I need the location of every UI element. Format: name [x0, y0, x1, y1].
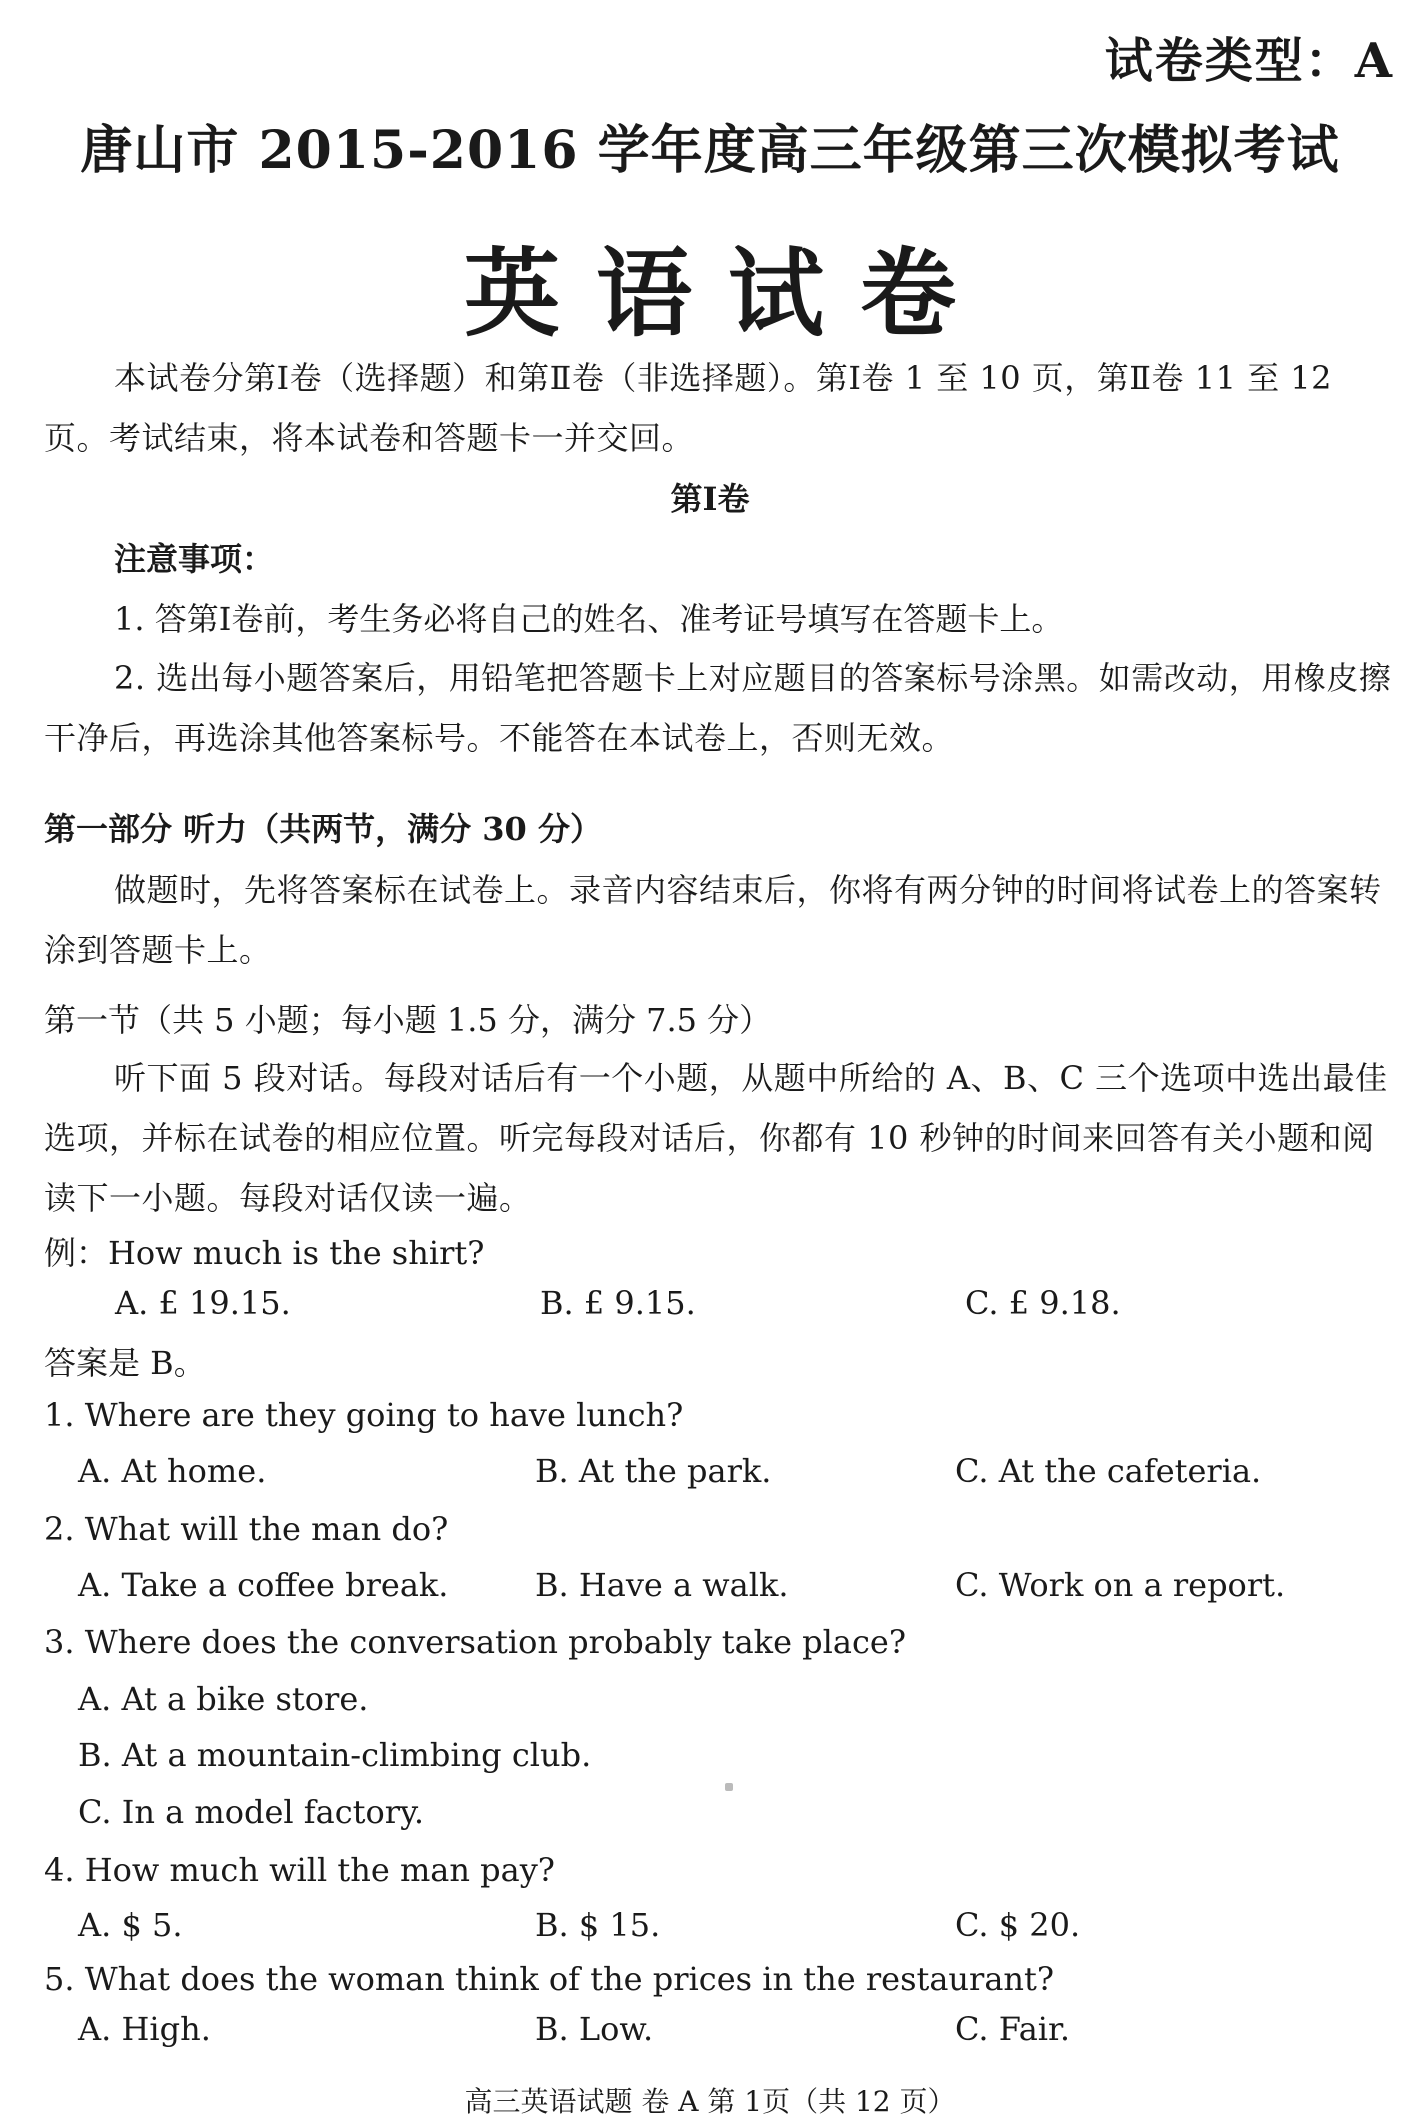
section-one-heading: 第一节（共 5 小题；每小题 1.5 分，满分 7.5 分） — [44, 1001, 772, 1039]
intro-paragraph: 本试卷分第Ⅰ卷（选择题）和第Ⅱ卷（非选择题）。第Ⅰ卷 1 至 10 页，第Ⅱ卷 11 至 12 页。考试结束，将本试卷和答题卡一并交回。 — [44, 359, 1333, 457]
question-2-option-a: A. Take a coffee break. — [78, 1566, 449, 1604]
question-3-option-c: C. In a model factory. — [78, 1793, 425, 1831]
question-2-option-c: C. Work on a report. — [955, 1566, 1286, 1604]
example-option-a: A. £ 19.15. — [115, 1284, 291, 1322]
question-5-option-b: B. Low. — [535, 2010, 654, 2048]
question-1-option-a: A. At home. — [78, 1452, 267, 1490]
example-option-b: B. £ 9.15. — [540, 1284, 696, 1322]
scan-speck — [725, 1783, 733, 1791]
question-5-option-a: A. High. — [78, 2010, 211, 2048]
notes-heading: 注意事项： — [114, 540, 275, 578]
question-4-option-a: A. $ 5. — [78, 1906, 183, 1944]
question-4-option-b: B. $ 15. — [535, 1906, 661, 1944]
note-item-1: 1. 答第Ⅰ卷前，考生务必将自己的姓名、准考证号填写在答题卡上。 — [114, 600, 1064, 638]
page-footer: 高三英语试题 卷 A 第 1页（共 12 页） — [464, 2085, 956, 2118]
question-5: 5. What does the woman think of the prices in the restaurant? — [44, 1960, 1055, 1998]
example-question: 例：How much is the shirt? — [44, 1234, 485, 1272]
question-1-option-c: C. At the cafeteria. — [955, 1452, 1262, 1490]
example-option-c: C. £ 9.18. — [965, 1284, 1121, 1322]
part-one-instruction: 做题时，先将答案标在试卷上。录音内容结束后，你将有两分钟的时间将试卷上的答案转涂到答题卡上。 — [44, 871, 1382, 969]
paper-type-label: 试卷类型：A — [1104, 33, 1394, 89]
question-1-option-b: B. At the park. — [535, 1452, 772, 1490]
subject-title: 英语试卷 — [464, 237, 992, 350]
note-item-2: 2. 选出每小题答案后，用铅笔把答题卡上对应题目的答案标号涂黑。如需改动，用橡皮擦干净后，再选涂其他答案标号。不能答在本试卷上，否则无效。 — [44, 659, 1392, 757]
volume-one-heading: 第Ⅰ卷 — [670, 480, 750, 518]
exam-title: 唐山市 2015-2016 学年度高三年级第三次模拟考试 — [80, 120, 1340, 181]
question-3: 3. Where does the conversation probably take place? — [44, 1623, 906, 1661]
question-3-option-a: A. At a bike store. — [78, 1680, 369, 1718]
question-5-option-c: C. Fair. — [955, 2010, 1070, 2048]
part-one-heading: 第一部分 听力（共两节，满分 30 分） — [44, 810, 602, 848]
example-answer: 答案是 B。 — [44, 1344, 206, 1382]
question-4-option-c: C. $ 20. — [955, 1906, 1081, 1944]
question-2: 2. What will the man do? — [44, 1510, 449, 1548]
section-one-instruction: 听下面 5 段对话。每段对话后有一个小题，从题中所给的 A、B、C 三个选项中选出最佳选项，并标在试卷的相应位置。听完每段对话后，你都有 10 秒钟的时间来回答有关小题和阅读下一小题。每段对话仅读一遍。 — [44, 1059, 1388, 1217]
question-3-option-b: B. At a mountain-climbing club. — [78, 1736, 592, 1774]
question-1: 1. Where are they going to have lunch? — [44, 1396, 684, 1434]
question-4: 4. How much will the man pay? — [44, 1851, 555, 1889]
question-2-option-b: B. Have a walk. — [535, 1566, 789, 1604]
